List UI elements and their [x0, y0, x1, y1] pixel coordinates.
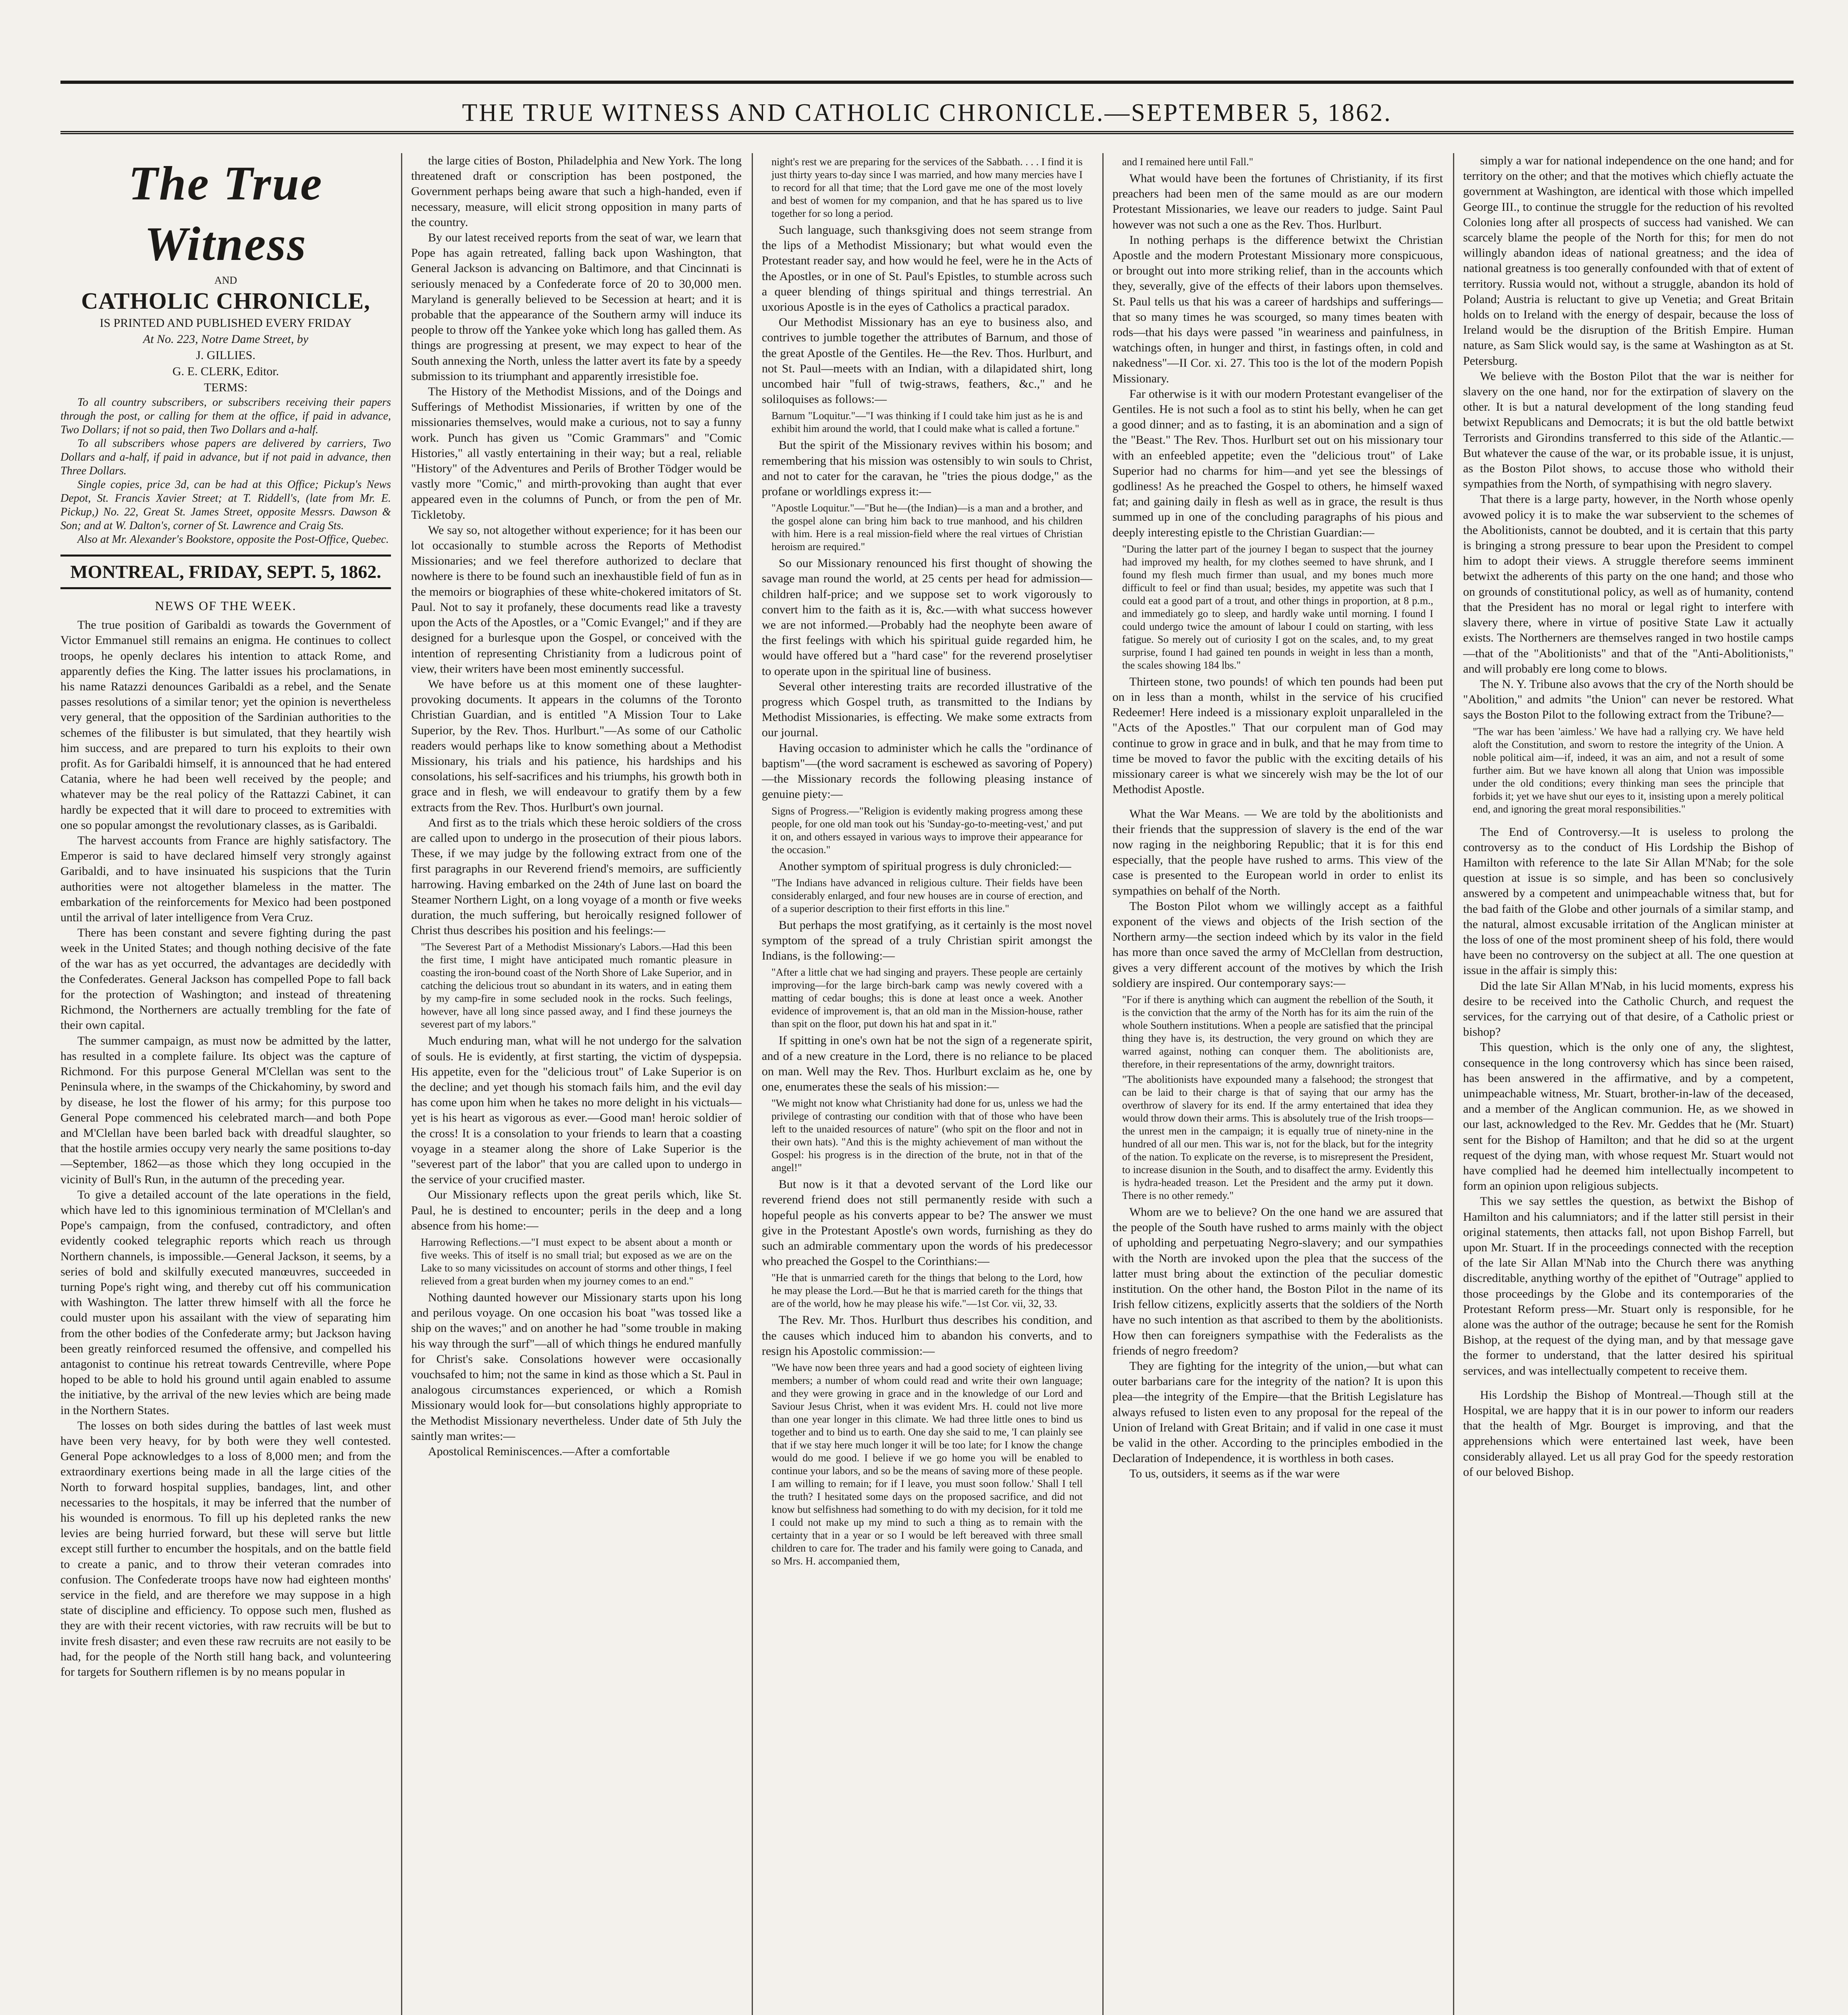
paragraph: But now is it that a devoted servant of the Lord like our reverend friend does not still permanently reside with such a hopeful people as his converts appear to be? The answer we must give in the Protestant Apostle's own words, furnishing as they do such an admirable commentary upon the words of his predecessor who preached the Gospel to the Corinthians:—: [762, 1178, 1092, 1268]
paragraph: His Lordship the Bishop of Montreal.—Though still at the Hospital, we are happy that it is in our power to inform our readers that the health of Mgr. Bourget is improving, and that the apprehensions which were entertained last week, have been considerably allayed. Let us all pray God for the speedy restoration of our beloved Bishop.: [1463, 1388, 1794, 1479]
masthead-address: At No. 223, Notre Dame Street, by: [143, 332, 309, 346]
quoted-extract: "The Indians have advanced in religious culture. Their fields have been considerably enlarged, and four new houses are in course of erection, and of a superior description to their first efforts in this line.": [771, 877, 1083, 914]
paragraph: Thirteen stone, two pounds! of which ten pounds had been put on in less than a month, whilst in the service of his crucified Redeemer! Here indeed is a missionary exploit unparalleled in the "Acts of the Apostles." That our corpulent man of God may continue to grow in grace and in bulk, and that he may from time to time be moved to favor the public with the exciting details of his missionary career is what we sincerely wish may be the lot of our Methodist Apostle.: [1112, 675, 1443, 796]
paragraph: The losses on both sides during the battles of last week must have been very heavy, for by both were they well contested. General Pope acknowledges to a loss of 8,000 men; and from the extraordinary exertions being made in all the large cities of the North to forward hospital supplies, bandages, lint, and other necessaries to the hospitals, it may be inferred that the number of his wounded is enormous. To fill up his depleted ranks the new levies are being hurried forward, but these will serve but little except still further to encumber the hospitals, and on the battle field to create a panic, and to throw their veteran comrades into confusion. The Confederate troops have now had eighteen months' service in the field, and are therefore we may suppose in a high state of discipline and efficiency. To oppose such men, flushed as they are with their recent victories, with raw recruits will be but to invite fresh disaster; and even these raw recruits are not easily to be had, for the people of the North still hang back, and volunteering for targets for Southern riflemen is by no means popular in: [60, 1419, 391, 1679]
quoted-extract: "For if there is anything which can augment the rebellion of the South, it is the conviction that the army of the North has for its aim the ruin of the whole Southern institutions. When a people are satisfied that the principal thing they have is, its destruction, the very ground on which they are warred against, nothing can conquer them. The abolitionists are, therefore, in their representations of the army, downright traitors.: [1122, 993, 1433, 1070]
paragraph: To us, outsiders, it seems as if the war were: [1129, 1467, 1340, 1481]
paragraph: Our Missionary reflects upon the great perils which, like St. Paul, he is destined to encounter; perils in the deep and a long absence from his home:—: [411, 1188, 742, 1232]
paragraph: simply a war for national independence on the one hand; and for territory on the other; and that the motives which chiefly actuate the government at Washington, are identical with those which impelled George III., to continue the struggle for the reduction of his revolted Colonies long after all prospects of success had vanished. We can scarcely blame the people of the North for this; for men do not willingly abandon ideas of national greatness; and the idea of national greatness is too generally confounded with that of extent of territory. Russia would not, without a struggle, abandon its hold of Poland; Austria is reluctant to give up Venetia; and Great Britain holds on to Ireland with the energy of despair, because the loss of Ireland would be the disruption of the British Empire. Human nature, as Sam Slick would say, is the same at Washington as at St. Petersburg.: [1463, 154, 1794, 368]
paragraph: That there is a large party, however, in the North whose openly avowed policy it is to make the war subservient to the schemes of the Abolitionists, cannot be doubted, and it is certain that this party is bringing a strong pressure to bear upon the President to compel him to adopt their views. A struggle therefore seems imminent betwixt the adherents of this party on the one hand; and those who on grounds of constitutional policy, as well as of humanity, contend that the President has no moral or legal right to interfere with slavery there, where in virtue of positive State Law it actually exists. The Northerners are themselves ranged in two hostile camps—that of the "Abolitionists" and that of the "Anti-Abolitionists," and will probably ere long come to blows.: [1463, 492, 1794, 675]
quoted-extract: and I remained here until Fall.": [1122, 156, 1253, 168]
paragraph: We believe with the Boston Pilot that the war is neither for slavery on the one hand, nor for the extirpation of slavery on the other. It is but a natural development of the long standing feud betwixt Republicans and Democrats; it is but the old battle betwixt Terrorists and Girondins transferred to this side of the Atlantic.—But whatever the cause of the war, or its probable issue, it is unjust, as the Boston Pilot shows, to accuse those who withold their sympathies from the North, of sympathising with negro slavery.: [1463, 369, 1794, 491]
quoted-extract: "The war has been 'aimless.' We have had a rallying cry. We have held aloft the Constitution, and sworn to restore the integrity of the Union. A noble political aim—if, indeed, it was an aim, and not a result of some further aim. But we have known all along that Union was impossible under the old conditions; every thinking man sees the principle that forbids it; yet we have shut our eyes to it, insisting upon a merely political end, and ignoring the great moral responsibilities.": [1473, 725, 1784, 815]
masthead-printer: J. GILLIES.: [196, 349, 256, 362]
paragraph: Did the late Sir Allan M'Nab, in his lucid moments, express his desire to be received into the Catholic Church, and request the services, for the carrying out of that desire, of a Catholic priest or bishop?: [1463, 979, 1794, 1039]
quoted-extract: "After a little chat we had singing and prayers. These people are certainly improving—for the large birch-bark camp was newly covered with a matting of cedar boughs; this is done at least once a week. Another evidence of improvement is, that an old man in the Mission-house, rather than spit on the floor, put down his hat and spat in it.": [771, 966, 1083, 1030]
column-3: [762, 153, 1092, 2015]
paragraph: The harvest accounts from France are highly satisfactory. The Emperor is said to have declared himself very strongly against Garibaldi, and to have insinuated his suspicions that the Turin authorities were not altogether blameless in the matter. The embarkation of the reinforcements for Mexico had been postponed until the arrival of later intelligence from Vera Cruz.: [60, 834, 391, 924]
paragraph: The Rev. Mr. Thos. Hurlburt thus describes his condition, and the causes which induced him to abandon his converts, and to resign his Apostolic commission:—: [762, 1313, 1092, 1358]
column-4: [1112, 153, 1443, 2015]
quoted-extract: "We have now been three years and had a good society of eighteen living members; a number of whom could read and write their own language; and they were growing in grace and in the knowledge of our Lord and Saviour Jesus Christ, when it was evident Mrs. H. could not live more than one year longer in this climate. We had three little ones to bind us together and to bind us to earth. One day she said to me, 'I can plainly see that if we stay here much longer it will be too late; for I know the change would do me good. I believe if we go home you will be enabled to continue your labors, and so be the means of saving more of these people. I am willing to remain; for if I leave, you must soon follow.' Shall I tell the truth? I hesitated some days on the proposed sacrifice, and did not know but selfishness had something to do with my decision, for it told me I could not make up my mind to such a thing as to remain with the certainty that in a year or so I would be left bereaved with three small children to care for. The trader and his family were going to Canada, and so Mrs. H. accompanied them,: [771, 1361, 1083, 1567]
paragraph: Several other interesting traits are recorded illustrative of the progress which Gospel truth, as transmitted to the Indians by Methodist Missionaries, is effecting. We make some extracts from our journal.: [762, 679, 1092, 740]
paragraph: The true position of Garibaldi as towards the Government of Victor Emmanuel still remains an enigma. He continues to collect troops, he openly declares his intention to attack Rome, and apparently defies the King. The latter issues his proclamations, in his name Ratazzi denounces Garibaldi as a rebel, and the Senate passes resolutions of a similar tenor; yet the opinion is nevertheless very general, that the opposition of the Sardinian authorities to the schemes of the filibuster is but simulated, that they heartily wish him success, and are prepared to turn his exploits to their own profit. As for Garibaldi himself, it is announced that he had entered Catania, where he had been well received by the people; and whatever may be the real policy of the Rattazzi Cabinet, it can hardly be expected that it will dare to proceed to extremities with one so popular amongst the revolutionary classes, as is Garibaldi.: [60, 618, 391, 832]
column-divider: [1102, 153, 1104, 2015]
quoted-extract: "The Severest Part of a Methodist Missionary's Labors.—Had this been the first time, I might have anticipated much romantic pleasure in coasting the iron-bound coast of the North Shore of Lake Superior, and in catching the delicious trout so abundant in its waters, and in eating them by my camp-fire in some secluded nook in the rocks. Such feelings, however, have all long since passed away, and I find these journeys the severest part of my labors.": [421, 941, 732, 1030]
paragraph: Far otherwise is it with our modern Protestant evangeliser of the Gentiles. He is not such a fool as to stint his belly, when he can get a good dinner; and as to fasting, it is an abomination and a sign of the "Beast." The Rev. Thos. Hurlburt set out on his missionary tour with an enfeebled appetite; even the "delicious trout" of Lake Superior had no charms for him—and yet see the blessings of godliness! As he preached the Gospel to others, he himself waxed fat; and gaining daily in flesh as well as in grace, the result is thus summed up in one of the concluding paragraphs of his pious and deeply interesting epistle to the Christian Guardian:—: [1112, 387, 1443, 539]
paragraph: Nothing daunted however our Missionary starts upon his long and perilous voyage. On one occasion his boat "was tossed like a ship on the waves;" and on another he had "some trouble in making his way through the surf"—all of which things he endured manfully for Christ's sake. Consolations however were occasionally vouchsafed to him; not the same in kind as those which a St. Paul in analogous circumstances experienced, or which a Romish Missionary would look for—but consolations highly appropriate to the Methodist Missionary nevertheless. Under date of 5th July the saintly man writes:—: [411, 1291, 742, 1443]
terms-item: Single copies, price 3d, can be had at this Office; Pickup's News Depot, St. Francis Xavier Street; at T. Riddell's, (late from Mr. E. Pickup,) No. 22, Great St. James Street, opposite Messrs. Dawson & Son; and at W. Dalton's, corner of St. Lawrence and Craig Sts.: [60, 478, 391, 532]
paragraph: What the War Means. — We are told by the abolitionists and their friends that the suppression of slavery is the end of the war now raging in the neighboring Republic; that it is for this end especially, that the people have rushed to arms. This view of the case is presented to the European world in order to enlist its sympathies on behalf of the North.: [1112, 807, 1443, 897]
quoted-extract: night's rest we are preparing for the services of the Sabbath. . . . I find it is just thirty years to-day since I was married, and how many mercies have I to record for all that time; that the Lord gave me one of the most lovely and best of women for my companion, and that he has spared us to live together for so long a period.: [771, 156, 1083, 219]
quoted-extract: "Apostle Loquitur."—"But he—(the Indian)—is a man and a brother, and the gospel alone can bring him back to true manhood, and his children with him. Here is a real mission-field where the real virtues of Christian heroism are required.": [771, 502, 1083, 553]
dateline: MONTREAL, FRIDAY, SEPT. 5, 1862.: [60, 555, 391, 589]
paragraph: They are fighting for the integrity of the union,—but what can outer barbarians care for the integrity of the nation? It is upon this plea—the integrity of the Empire—that the British Legislature has always refused to listen even to any proposal for the repeal of the Union of Ireland with Great Britain; and if valid in one case it must be valid in the other. According to the principles embodied in the Declaration of Independence, it is worthless in both cases.: [1112, 1359, 1443, 1465]
quoted-extract: "We might not know what Christianity had done for us, unless we had the privilege of contrasting our condition with that of those who have been left to the unaided resources of nature" (who spit on the floor and not in their own hats). "And this is the mighty achievement of man without the Gospel: his progress is in the direction of the brute, not in that of the angel!": [771, 1097, 1083, 1174]
quoted-extract: "He that is unmarried careth for the things that belong to the Lord, how he may please the Lord.—But he that is married careth for the things that are of the world, how he may please his wife."—1st Cor. vii, 32, 33.: [771, 1272, 1083, 1310]
quoted-extract: "During the latter part of the journey I began to suspect that the journey had improved my health, for my clothes seemed to have shrunk, and I found my flesh much firmer than usual, and my bones much more difficult to feel or find than usual; besides, my appetite was such that I could eat a good part of a trout, and other things in proportion, at 8 p.m., and immediately go to sleep, and hardly wake until morning. I found I could undergo twice the amount of labour I could on starting, with less fatigue. So merely out of curiosity I got on the scales, and, to my great surprise, found I had gained ten pounds in weight in less than a month, the scales showing 184 lbs.": [1122, 543, 1433, 671]
paragraph: Our Methodist Missionary has an eye to business also, and contrives to jumble together the attributes of Barnum, and those of the great Apostle of the Gentiles. He—the Rev. Thos. Hurlburt, and not St. Paul—meets with an Indian, with a dilapidated shirt, long uncombed hair "full of twig-straws, feathers, &c.," and he soliloquises as follows:—: [762, 316, 1092, 406]
paragraph: And first as to the trials which these heroic soldiers of the cross are called upon to undergo in the prosecution of their pious labors. These, if we may judge by the following extract from one of the first paragraphs in our Reverend friend's memoirs, are sufficiently harrowing. Having embarked on the 24th of June last on board the Steamer Northern Light, on a long voyage of a month or five weeks duration, the much suffering, but heroically resigned follower of Christ thus describes his position and his feelings:—: [411, 816, 742, 937]
terms-item: Also at Mr. Alexander's Bookstore, opposite the Post-Office, Quebec.: [77, 533, 389, 546]
column-divider: [752, 153, 753, 2015]
top-rule: [60, 81, 1794, 84]
paragraph: We have before us at this moment one of these laughter-provoking documents. It appears in the columns of the Toronto Christian Guardian, and is entitled "A Mission Tour to Lake Superior, by the Rev. Thos. Hurlburt."—As some of our Catholic readers would perhaps like to know something about a Methodist Missionary, his trials and his patience, his hardships and his consolations, his self-sacrifices and his triumphs, his growth both in grace and in flesh, we will endeavour to gratify them by a few extracts from the Rev. Thos. Hurlburt's own journal.: [411, 677, 742, 814]
quoted-extract: Barnum "Loquitur."—"I was thinking if I could take him just as he is and exhibit him around the world, that I could make what is called a fortune.": [771, 410, 1083, 435]
column-1: [60, 153, 391, 2015]
paragraph: The History of the Methodist Missions, and of the Doings and Sufferings of Methodist Missionaries, if written by one of the missionaries themselves, would make a curious, not to say a funny work. Punch has given us "Comic Grammars" and "Comic Histories," all vastly entertaining in their way; but a real, reliable "History" of the Adventures and Perils of Brother Tödger would be vastly more "Comic," and mirth-provoking than aught that ever appeared even in the columns of Punch, or from the pen of Mr. Tickletoby.: [411, 385, 742, 521]
paragraph: The End of Controversy.—It is useless to prolong the controversy as to the conduct of His Lordship the Bishop of Hamilton with reference to the late Sir Allan M'Nab; for the sole question at issue is so simple, and has been so conclusively answered by a competent and unimpeachable witness that, but for the bad faith of the Globe and other journals of a similar stamp, and the natural, almost excusable irritation of the Anglican minister at the loss of one of the most prominent sheep of his fold, there would have been no controversy on the subject at all. The one question at issue in the affair is simply this:: [1463, 825, 1794, 977]
paragraph: But perhaps the most gratifying, as it certainly is the most novel symptom of the spread of a truly Christian spirit amongst the Indians, is the following:—: [762, 918, 1092, 963]
quoted-extract: Harrowing Reflections.—"I must expect to be absent about a month or five weeks. This of itself is no small trial; but exposed as we are on the Lake to so many vicissitudes on account of storms and other things, I feel relieved from a great burden when my journey comes to an end.": [421, 1236, 732, 1287]
column-5: [1463, 153, 1794, 2015]
paragraph: Another symptom of spiritual progress is duly chronicled:—: [779, 859, 1071, 873]
masthead-title: The True Witness: [128, 156, 323, 270]
paragraph: There has been constant and severe fighting during the past week in the United States; and though nothing decisive of the fate of the war has as yet occurred, the advantages are decidedly with the Confederates. General Jackson has compelled Pope to fall back for the protection of Washington; and instead of threatening Richmond, the Northerners are actually trembling for the fate of their own capital.: [60, 926, 391, 1032]
paragraph: Such language, such thanksgiving does not seem strange from the lips of a Methodist Missionary; but what would even the Protestant reader say, and how would he feel, were he in the Acts of the Apostles, or in one of St. Paul's Epistles, to stumble across such a queer blending of things spiritual and things terrestrial. An uxorious Apostle is in the eyes of Catholics a practical paradox.: [762, 223, 1092, 314]
terms-item: To all subscribers whose papers are delivered by carriers, Two Dollars and a-half, if paid in advance, but if not paid in advance, then Three Dollars.: [60, 437, 391, 477]
masthead-published: IS PRINTED AND PUBLISHED EVERY FRIDAY: [100, 316, 352, 330]
paragraph: To give a detailed account of the late operations in the field, which have led to this ignominious termination of M'Clellan's and Pope's campaign, from the confused, contradictory, and often evidently cooked telegraphic reports which reach us through Northern channels, is impossible.—General Jackson, it seems, by a series of bold and skilfully executed manœuvres, succeeded in turning Pope's right wing, and thereby cut off his communication with Washington. The latter threw himself with all the force he could muster upon his assailant with the view of separating him from the other bodies of the Confederate army; but Jackson having been greatly reinforced resumed the offensive, and compelled his antagonist to continue his retreat towards Centreville, where Pope hoped to be able to hold his ground until again enabled to assume the initiative, by the arrival of the new levies which are being made in the Northern States.: [60, 1188, 391, 1417]
masthead-and: AND: [214, 274, 237, 286]
paragraph: By our latest received reports from the seat of war, we learn that Pope has again retreated, falling back upon Washington, that General Jackson is advancing on Baltimore, and that Cincinnati is seriously menaced by a Confederate force of 20 to 30,000 men. Maryland is generally believed to be Secession at heart; and it is probable that the appearance of the Southern army will induce its people to throw off the Yankee yoke which long has galled them. As things are progressing at present, we may expect to hear of the South annexing the North, unless the latter avert its fate by a speedy submission to its triumphant and apparently irresistible foe.: [411, 231, 742, 383]
paragraph: What would have been the fortunes of Christianity, if its first preachers had been men of the same mould as are our modern Protestant Missionaries, we leave our readers to judge. Saint Paul however was not such a one as the Rev. Thos. Hurlburt.: [1112, 172, 1443, 231]
paragraph: If spitting in one's own hat be not the sign of a regenerate spirit, and of a new creature in the Lord, there is no reliance to be placed on man. Well may the Rev. Thos. Hurlburt exclaim as he, one by one, enumerates these the seals of his mission:—: [762, 1034, 1092, 1093]
paragraph: So our Missionary renounced his first thought of showing the savage man round the world, at 25 cents per head for admission—children half-price; and we suppose set to work vigorously to convert him to the faith as it is, &c.—with what success however we are not informed.—Probably had the neophyte been aware of the first feelings with which his spiritual guide regarded him, he would have offered but a "hard case" for the reverend proselytiser to operate upon in the spiritual line of business.: [762, 557, 1092, 678]
paragraph: We say so, not altogether without experience; for it has been our lot occasionally to stumble across the Reports of Methodist Missionaries; and we feel therefore authorized to declare that nowhere is there to be found such an inexhaustible field of fun as in the memoirs or biographies of these white-chokered imitators of St. Paul. Not to say it profanely, these documents read like a travesty upon the Acts of the Apostles, or a "Comic Evangel;" and if they are designed for a burlesque upon the Gospel, or conceived with the intention of representing Christianity from a ludicrous point of view, their writers have been most eminently successful.: [411, 523, 742, 675]
column-2: [411, 153, 742, 2015]
paragraph: Having occasion to administer which he calls the "ordinance of baptism"—(the word sacrament is eschewed as savoring of Popery)—the Missionary records the following pleasing instance of genuine piety:—: [762, 741, 1092, 801]
paragraph: The Boston Pilot whom we willingly accept as a faithful exponent of the views and objects of the Irish section of the Northern army—the section indeed which by its valor in the field has more than once saved the army of McClellan from destruction, gives a very different account of the motives by which the Irish soldiery are inspired. Our contemporary says:—: [1112, 899, 1443, 990]
masthead-subtitle: CATHOLIC CHRONICLE,: [81, 288, 370, 314]
paragraph: In nothing perhaps is the difference betwixt the Christian Apostle and the modern Protestant Missionary more conspicuous, or brought out into more striking relief, than in the accounts which they, severally, give of the effects of their labors upon themselves. St. Paul tells us that his was a career of hardships and sufferings—that so many times he was scourged, so many times beaten with rods—that his days were passed "in weariness and painfulness, in watchings often, in hunger and thirst, in fastings often, in cold and nakedness"—II Cor. xi. 27. This too is the lot of the modern Popish Missionary.: [1112, 233, 1443, 385]
masthead: [60, 153, 391, 396]
column-divider: [1453, 153, 1454, 2015]
quoted-extract: "The abolitionists have expounded many a falsehood; the strongest that can be laid to their charge is that of saying that our army has the overthrow of slavery for its end. If the army entertained that idea they would throw down their arms. This is absolutely true of the Irish troops—the unrest men in the campaign; it is equally true of ninety-nine in the hundred of all our men. This war is, not for the black, but for the integrity of the nation. To explicate on the reverse, is to misrepresent the President, to increase disunion in the South, and to disaffect the army. Evidently this is hydra-headed treason. Let the President and the army put it down. There is no other remedy.": [1122, 1073, 1433, 1201]
column-divider: [401, 153, 402, 2015]
paragraph: Whom are we to believe? On the one hand we are assured that the people of the South have rushed to arms mainly with the object of upholding and perpetuating Negro-slavery; and our sympathies with the North are invoked upon the plea that the success of the latter must bring about the extinction of the peculiar domestic institution. On the other hand, the Boston Pilot in the name of its Irish fellow citizens, explicitly asserts that the soldiers of the North have no such intention as that ascribed to them by the abolitionists. How then can foreigners sympathise with the Federalists as the friends of negro freedom?: [1112, 1205, 1443, 1357]
paragraph: The summer campaign, as must now be admitted by the latter, has resulted in a complete failure. Its object was the capture of Richmond. For this purpose General M'Clellan was sent to the Peninsula where, in the swamps of the Chickahominy, by sword and by disease, he lost the flower of his army; for this purpose too General Pope commenced his celebrated march—and both Pope and M'Clellan have been barled back with dreadful slaughter, so that the hostile armies occupy very nearly the same positions to-day—September, 1862—as those which they long occupied in the vicinity of Bull's Run, in the autumn of the preceding year.: [60, 1034, 391, 1186]
masthead-editor: G. E. CLERK, Editor.: [172, 365, 279, 378]
terms-item: To all country subscribers, or subscribers receiving their papers through the post, or calling for them at the office, if paid in advance, Two Dollars; if not so paid, then Two Dollars and a-half.: [60, 396, 391, 436]
paragraph: This we say settles the question, as betwixt the Bishop of Hamilton and his calumniators; and if the latter still persist in their original statements, then attacks fall, not upon Bishop Farrell, but upon Mr. Stuart. If in the proceedings connected with the reception of the late Sir Allan M'Nab into the Church there was anything discreditable, anything worthy of the epithet of "Outrage" applied to those proceedings by the Globe and its contemporaries of the Protestant Reform press—Mr. Stuart only is responsible, for he alone was the author of the outrage; because he sent for the Romish Bishop, at the request of the dying man, and by that message gave the former to understand, that the latter desired his spiritual services, and was intellectually competent to receive them.: [1463, 1194, 1794, 1377]
section-heading-news: NEWS OF THE WEEK.: [155, 598, 297, 613]
paragraph: Apostolical Reminiscences.—After a comfortable: [428, 1445, 670, 1458]
paragraph: the large cities of Boston, Philadelphia and New York. The long threatened draft or conscription has been postponed, the Government perhaps being aware that such a high-handed, even if necessary, measure, will elicit strong opposition in many parts of the country.: [411, 154, 742, 229]
running-head: THE TRUE WITNESS AND CATHOLIC CHRONICLE.—SEPTEMBER 5, 1862.: [60, 95, 1794, 134]
paragraph: Much enduring man, what will he not undergo for the salvation of souls. He is evidently, at first starting, the victim of dyspepsia. His appetite, even for the "delicious trout" of Lake Superior is on the decline; and yet though his stomach fails him, and the evil day has come upon him when he takes no more delight in his victuals—yet is his heart as vigorous as ever.—Good man! heroic soldier of the cross! It is a consolation to your friends to learn that a coasting voyage in a steamer along the shore of Lake Superior is the "severest part of the labor" that you are called upon to undergo in the service of your crucified master.: [411, 1034, 742, 1186]
paragraph: This question, which is the only one of any, the slightest, consequence in the long controversy which has since been raised, has been answered in the affirmative, and by a competent, unimpeachable witness, Mr. Stuart, brother-in-law of the deceased, and a member of the Anglican communion. He, as we showed in our last, acknowledged to the Rev. Mr. Geddes that he (Mr. Stuart) sent for the Bishop of Hamilton; and that he did so at the urgent request of the dying man, with whose request Mr. Stuart would not have complied had he deemed him intellectually incompetent to form an opinion upon religious subjects.: [1463, 1041, 1794, 1193]
paragraph: The N. Y. Tribune also avows that the cry of the North should be "Abolition," and admits "the Union" can never be restored. What says the Boston Pilot to the following extract from the Tribune?—: [1463, 677, 1794, 722]
terms-heading: TERMS:: [204, 381, 248, 394]
paragraph: But the spirit of the Missionary revives within his bosom; and remembering that his mission was ostensibly to win souls to Christ, and not to cater for the caravan, he "tries the pious dodge," as the profane or worldlings express it:—: [762, 438, 1092, 499]
quoted-extract: Signs of Progress.—"Religion is evidently making progress among these people, for one old man took out his 'Sunday-go-to-meeting-vest,' and put it on, and others essayed in various ways to improve their appearance for the occasion.": [771, 805, 1083, 856]
